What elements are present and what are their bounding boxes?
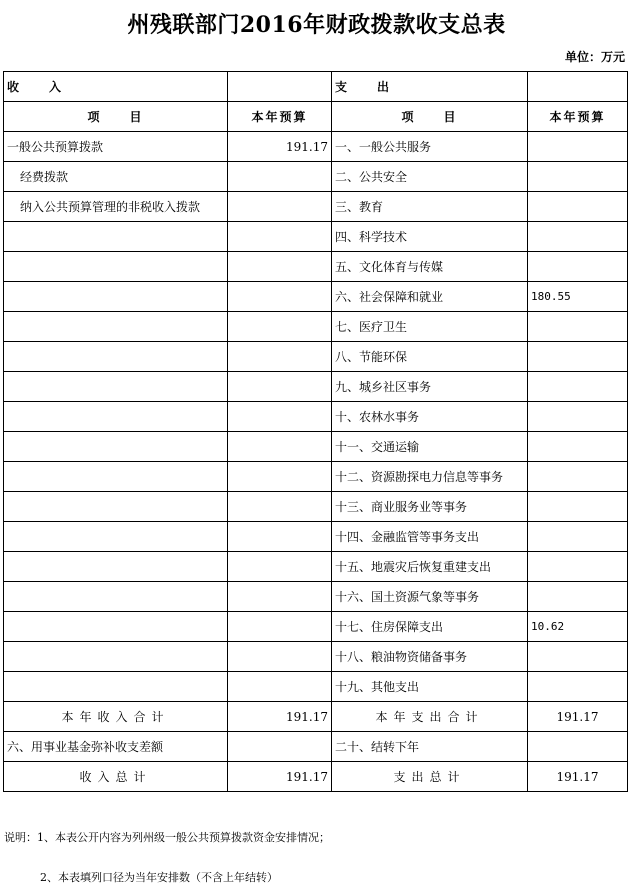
income-value-cell xyxy=(228,402,332,432)
income-value-cell xyxy=(228,162,332,192)
income-item-cell xyxy=(4,312,228,342)
income-grand-total-label: 收入总计 xyxy=(4,762,228,792)
income-item-cell xyxy=(4,222,228,252)
expense-value-cell: 10.62 xyxy=(528,612,628,642)
grand-total-row xyxy=(4,762,628,792)
expense-budget-header: 本年预算 xyxy=(528,102,628,132)
table-row xyxy=(4,342,628,372)
table-row xyxy=(4,612,628,642)
page-title: 州残联部门2016年财政拨款收支总表 xyxy=(127,12,506,38)
expense-item-cell: 二、公共安全 xyxy=(332,162,528,192)
income-section-header: 收 入 xyxy=(4,72,228,102)
income-total-value: 191.17 xyxy=(228,702,332,732)
expense-value-cell xyxy=(528,372,628,402)
table-row xyxy=(4,192,628,222)
expense-value-cell xyxy=(528,162,628,192)
expense-item-cell: 十九、其他支出 xyxy=(332,672,528,702)
expense-value-cell xyxy=(528,222,628,252)
expense-value-cell xyxy=(528,642,628,672)
income-item-cell: 经费拨款 xyxy=(4,162,228,192)
column-header-row xyxy=(4,102,628,132)
income-value-cell xyxy=(228,192,332,222)
table-row xyxy=(4,282,628,312)
income-item-cell xyxy=(4,672,228,702)
expense-item-cell: 十八、粮油物资储备事务 xyxy=(332,642,528,672)
expense-item-cell: 十五、地震灾后恢复重建支出 xyxy=(332,552,528,582)
expense-item-cell: 十、农林水事务 xyxy=(332,402,528,432)
empty-cell xyxy=(228,732,332,762)
income-value-cell xyxy=(228,432,332,462)
income-value-cell xyxy=(228,312,332,342)
unit-label: 单位：万元 xyxy=(564,50,625,64)
table-row xyxy=(4,672,628,702)
income-value-cell xyxy=(228,342,332,372)
table-row xyxy=(4,582,628,612)
income-value-cell xyxy=(228,642,332,672)
table-row xyxy=(4,222,628,252)
carry-forward-label: 二十、结转下年 xyxy=(332,732,528,762)
income-value-cell xyxy=(228,372,332,402)
income-item-cell xyxy=(4,552,228,582)
income-value-cell xyxy=(228,222,332,252)
income-grand-total-value: 191.17 xyxy=(228,762,332,792)
income-item-cell xyxy=(4,612,228,642)
expense-value-cell xyxy=(528,252,628,282)
income-item-cell xyxy=(4,372,228,402)
income-value-cell xyxy=(228,462,332,492)
income-item-cell xyxy=(4,402,228,432)
expense-grand-total-value: 191.17 xyxy=(528,762,628,792)
expense-value-cell xyxy=(528,432,628,462)
table-row xyxy=(4,522,628,552)
income-budget-header: 本年预算 xyxy=(228,102,332,132)
income-item-cell xyxy=(4,492,228,522)
empty-cell xyxy=(228,72,332,102)
expense-value-cell xyxy=(528,522,628,552)
table-row xyxy=(4,252,628,282)
expense-item-header: 项 目 xyxy=(332,102,528,132)
expense-grand-total-label: 支出总计 xyxy=(332,762,528,792)
table-row xyxy=(4,552,628,582)
expense-item-cell: 十一、交通运输 xyxy=(332,432,528,462)
fund-balance-row xyxy=(4,732,628,762)
expense-item-cell: 九、城乡社区事务 xyxy=(332,372,528,402)
income-item-cell: 一般公共预算拨款 xyxy=(4,132,228,162)
note-1: 说明：1、本表公开内容为列州级一般公共预算拨款资金安排情况； xyxy=(4,831,330,844)
expense-value-cell xyxy=(528,342,628,372)
expense-value-cell xyxy=(528,462,628,492)
finance-table xyxy=(3,71,628,792)
annual-total-row xyxy=(4,702,628,732)
expense-total-label: 本年支出合计 xyxy=(332,702,528,732)
income-value-cell xyxy=(228,492,332,522)
income-item-cell xyxy=(4,282,228,312)
expense-value-cell xyxy=(528,312,628,342)
expense-value-cell xyxy=(528,492,628,522)
income-value-cell xyxy=(228,522,332,552)
table-row xyxy=(4,492,628,522)
empty-cell xyxy=(528,72,628,102)
income-item-cell xyxy=(4,432,228,462)
expense-item-cell: 六、社会保障和就业 xyxy=(332,282,528,312)
expense-item-cell: 十七、住房保障支出 xyxy=(332,612,528,642)
income-value-cell xyxy=(228,672,332,702)
expense-item-cell: 十二、资源勘探电力信息等事务 xyxy=(332,462,528,492)
income-value-cell: 191.17 xyxy=(228,132,332,162)
income-value-cell xyxy=(228,552,332,582)
empty-cell xyxy=(528,732,628,762)
expense-item-cell: 一、一般公共服务 xyxy=(332,132,528,162)
expense-item-cell: 八、节能环保 xyxy=(332,342,528,372)
income-item-cell xyxy=(4,522,228,552)
table-row xyxy=(4,132,628,162)
expense-item-cell: 四、科学技术 xyxy=(332,222,528,252)
income-item-cell xyxy=(4,462,228,492)
expense-item-cell: 十六、国土资源气象等事务 xyxy=(332,582,528,612)
expense-value-cell xyxy=(528,402,628,432)
expense-section-header: 支 出 xyxy=(332,72,528,102)
expense-item-cell: 七、医疗卫生 xyxy=(332,312,528,342)
expense-item-cell: 五、文化体育与传媒 xyxy=(332,252,528,282)
income-value-cell xyxy=(228,282,332,312)
expense-value-cell xyxy=(528,132,628,162)
table-row xyxy=(4,372,628,402)
table-row xyxy=(4,402,628,432)
expense-value-cell xyxy=(528,552,628,582)
income-value-cell xyxy=(228,252,332,282)
expense-value-cell xyxy=(528,582,628,612)
income-value-cell xyxy=(228,612,332,642)
income-item-cell xyxy=(4,642,228,672)
income-item-cell xyxy=(4,582,228,612)
income-value-cell xyxy=(228,582,332,612)
income-total-label: 本年收入合计 xyxy=(4,702,228,732)
section-header-row xyxy=(4,72,628,102)
expense-value-cell: 180.55 xyxy=(528,282,628,312)
expense-item-cell: 十三、商业服务业等事务 xyxy=(332,492,528,522)
note-2: 2、本表填列口径为当年安排数（不含上年结转） xyxy=(40,871,278,884)
table-row xyxy=(4,462,628,492)
expense-item-cell: 三、教育 xyxy=(332,192,528,222)
table-row xyxy=(4,432,628,462)
table-row xyxy=(4,312,628,342)
income-item-cell xyxy=(4,342,228,372)
income-item-header: 项 目 xyxy=(4,102,228,132)
table-row xyxy=(4,162,628,192)
income-item-cell xyxy=(4,252,228,282)
expense-item-cell: 十四、金融监管等事务支出 xyxy=(332,522,528,552)
expense-value-cell xyxy=(528,672,628,702)
income-item-cell: 纳入公共预算管理的非税收入拨款 xyxy=(4,192,228,222)
fund-balance-label: 六、用事业基金弥补收支差额 xyxy=(4,732,228,762)
expense-value-cell xyxy=(528,192,628,222)
table-row xyxy=(4,642,628,672)
expense-total-value: 191.17 xyxy=(528,702,628,732)
